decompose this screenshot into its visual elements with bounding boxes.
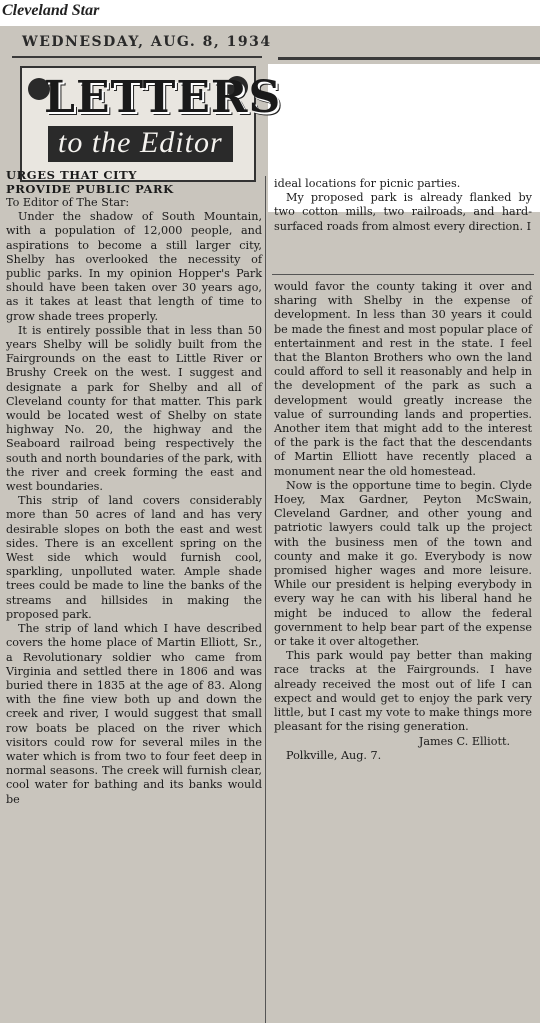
- header-rule-left: [12, 56, 262, 58]
- right-paragraph: Now is the opportune time to begin. Clyde Hoey, Max Gardner, Peyton McSwain, Cleveland Gardner, and other young and patriotic lawyers could talk up the project with the business men of the town and county and make it go. Everybody is now promised higher wages and more leisure. While our president is helping everybody in every way he can with his liberal hand he might be induced to allow the federal government to help bear part of the expense or take it over altogether.: [274, 478, 532, 649]
- publication-label: Cleveland Star: [2, 2, 100, 19]
- headline-line-1: URGES THAT CITY: [6, 168, 138, 182]
- headline-line-2: PROVIDE PUBLIC PARK: [6, 182, 174, 196]
- right-paragraph: would favor the county taking it over and sharing with Shelby in the expense of development. In less than 30 years it could be made the finest and most popular place of entertainment and rest in the state. I feel that the Blanton Brothers who own the land could afford to sell it reasonably and help in the development of the park as such a development would greatly increase the value of surrounding lands and properties. Another item that might add to the interest of the park is the fact that the descendants of Martin Elliott have recently placed a monument near the old homestead.: [274, 280, 532, 478]
- right-column-rule: [272, 274, 534, 275]
- left-paragraph: Under the shadow of South Mountain, with a population of 12,000 people, and aspirations to become a still larger city, Shelby has overlooked the necessity of public parks. In my opinion Hopper's Park should have been taken over 30 years ago, as it takes at least that length of time to grow shade trees properly.: [6, 210, 262, 323]
- masthead-title: LETTERS: [44, 72, 282, 123]
- header-rule-right: [278, 57, 540, 60]
- right-column-top: [274, 177, 532, 234]
- masthead-subtitle: to the Editor: [48, 126, 233, 162]
- letter-sign-dateline: Polkville, Aug. 7.: [286, 748, 382, 762]
- column-divider: [265, 176, 266, 1023]
- right-paragraph: This park would pay better than making race tracks at the Fairgrounds. I have already received the most out of life I can expect and would get to enjoy the park very little, but I cast my vote to make things more pleasant for the rising generation.: [274, 649, 532, 734]
- letters-masthead: [20, 66, 282, 182]
- issue-dateline: WEDNESDAY, AUG. 8, 1934: [22, 34, 272, 50]
- letter-signature: James C. Elliott.: [418, 734, 510, 748]
- right-top-paragraph: My proposed park is already flanked by two cotton mills, two railroads, and hard-surfaced roads from almost every direction. I: [274, 191, 532, 233]
- left-column: [6, 168, 262, 807]
- right-top-paragraph: ideal locations for picnic parties.: [274, 177, 461, 190]
- right-column: [274, 280, 532, 763]
- left-paragraph: The strip of land which I have described covers the home place of Martin Elliott, Sr., a Revolutionary soldier who came from Virginia and settled there in 1806 and was buried there in 1835 at the age of 83. Along with the fine view both up and down the creek and river, I would suggest that small row boats be placed on the river which visitors could row for several miles in the water which is from two to four feet deep in normal seasons. The creek will furnish clear, cool water for bathing and its banks would be: [6, 622, 262, 806]
- salutation: To Editor of The Star:: [6, 196, 130, 209]
- left-paragraph: It is entirely possible that in less than 50 years Shelby will be solidly built from the Fairgrounds on the east to Little River or Brushy Creek on the west. I suggest and designate a park for Shelby and all of Cleveland county for that matter. This park would be located west of Shelby on state highway No. 20, the highway and the Seaboard railroad being respectively the south and north boundaries of the park, with the river and creek forming the east and west boundaries.: [6, 323, 262, 494]
- left-paragraph: This strip of land covers considerably more than 50 acres of land and has very desirable slopes on both the east and west sides. There is an excellent spring on the West side which would furnish cool, sparkling, unpolluted water. Ample shade trees could be made to line the banks of the streams and hillsides in making the proposed park.: [6, 494, 262, 621]
- newspaper-clipping: [0, 26, 540, 1023]
